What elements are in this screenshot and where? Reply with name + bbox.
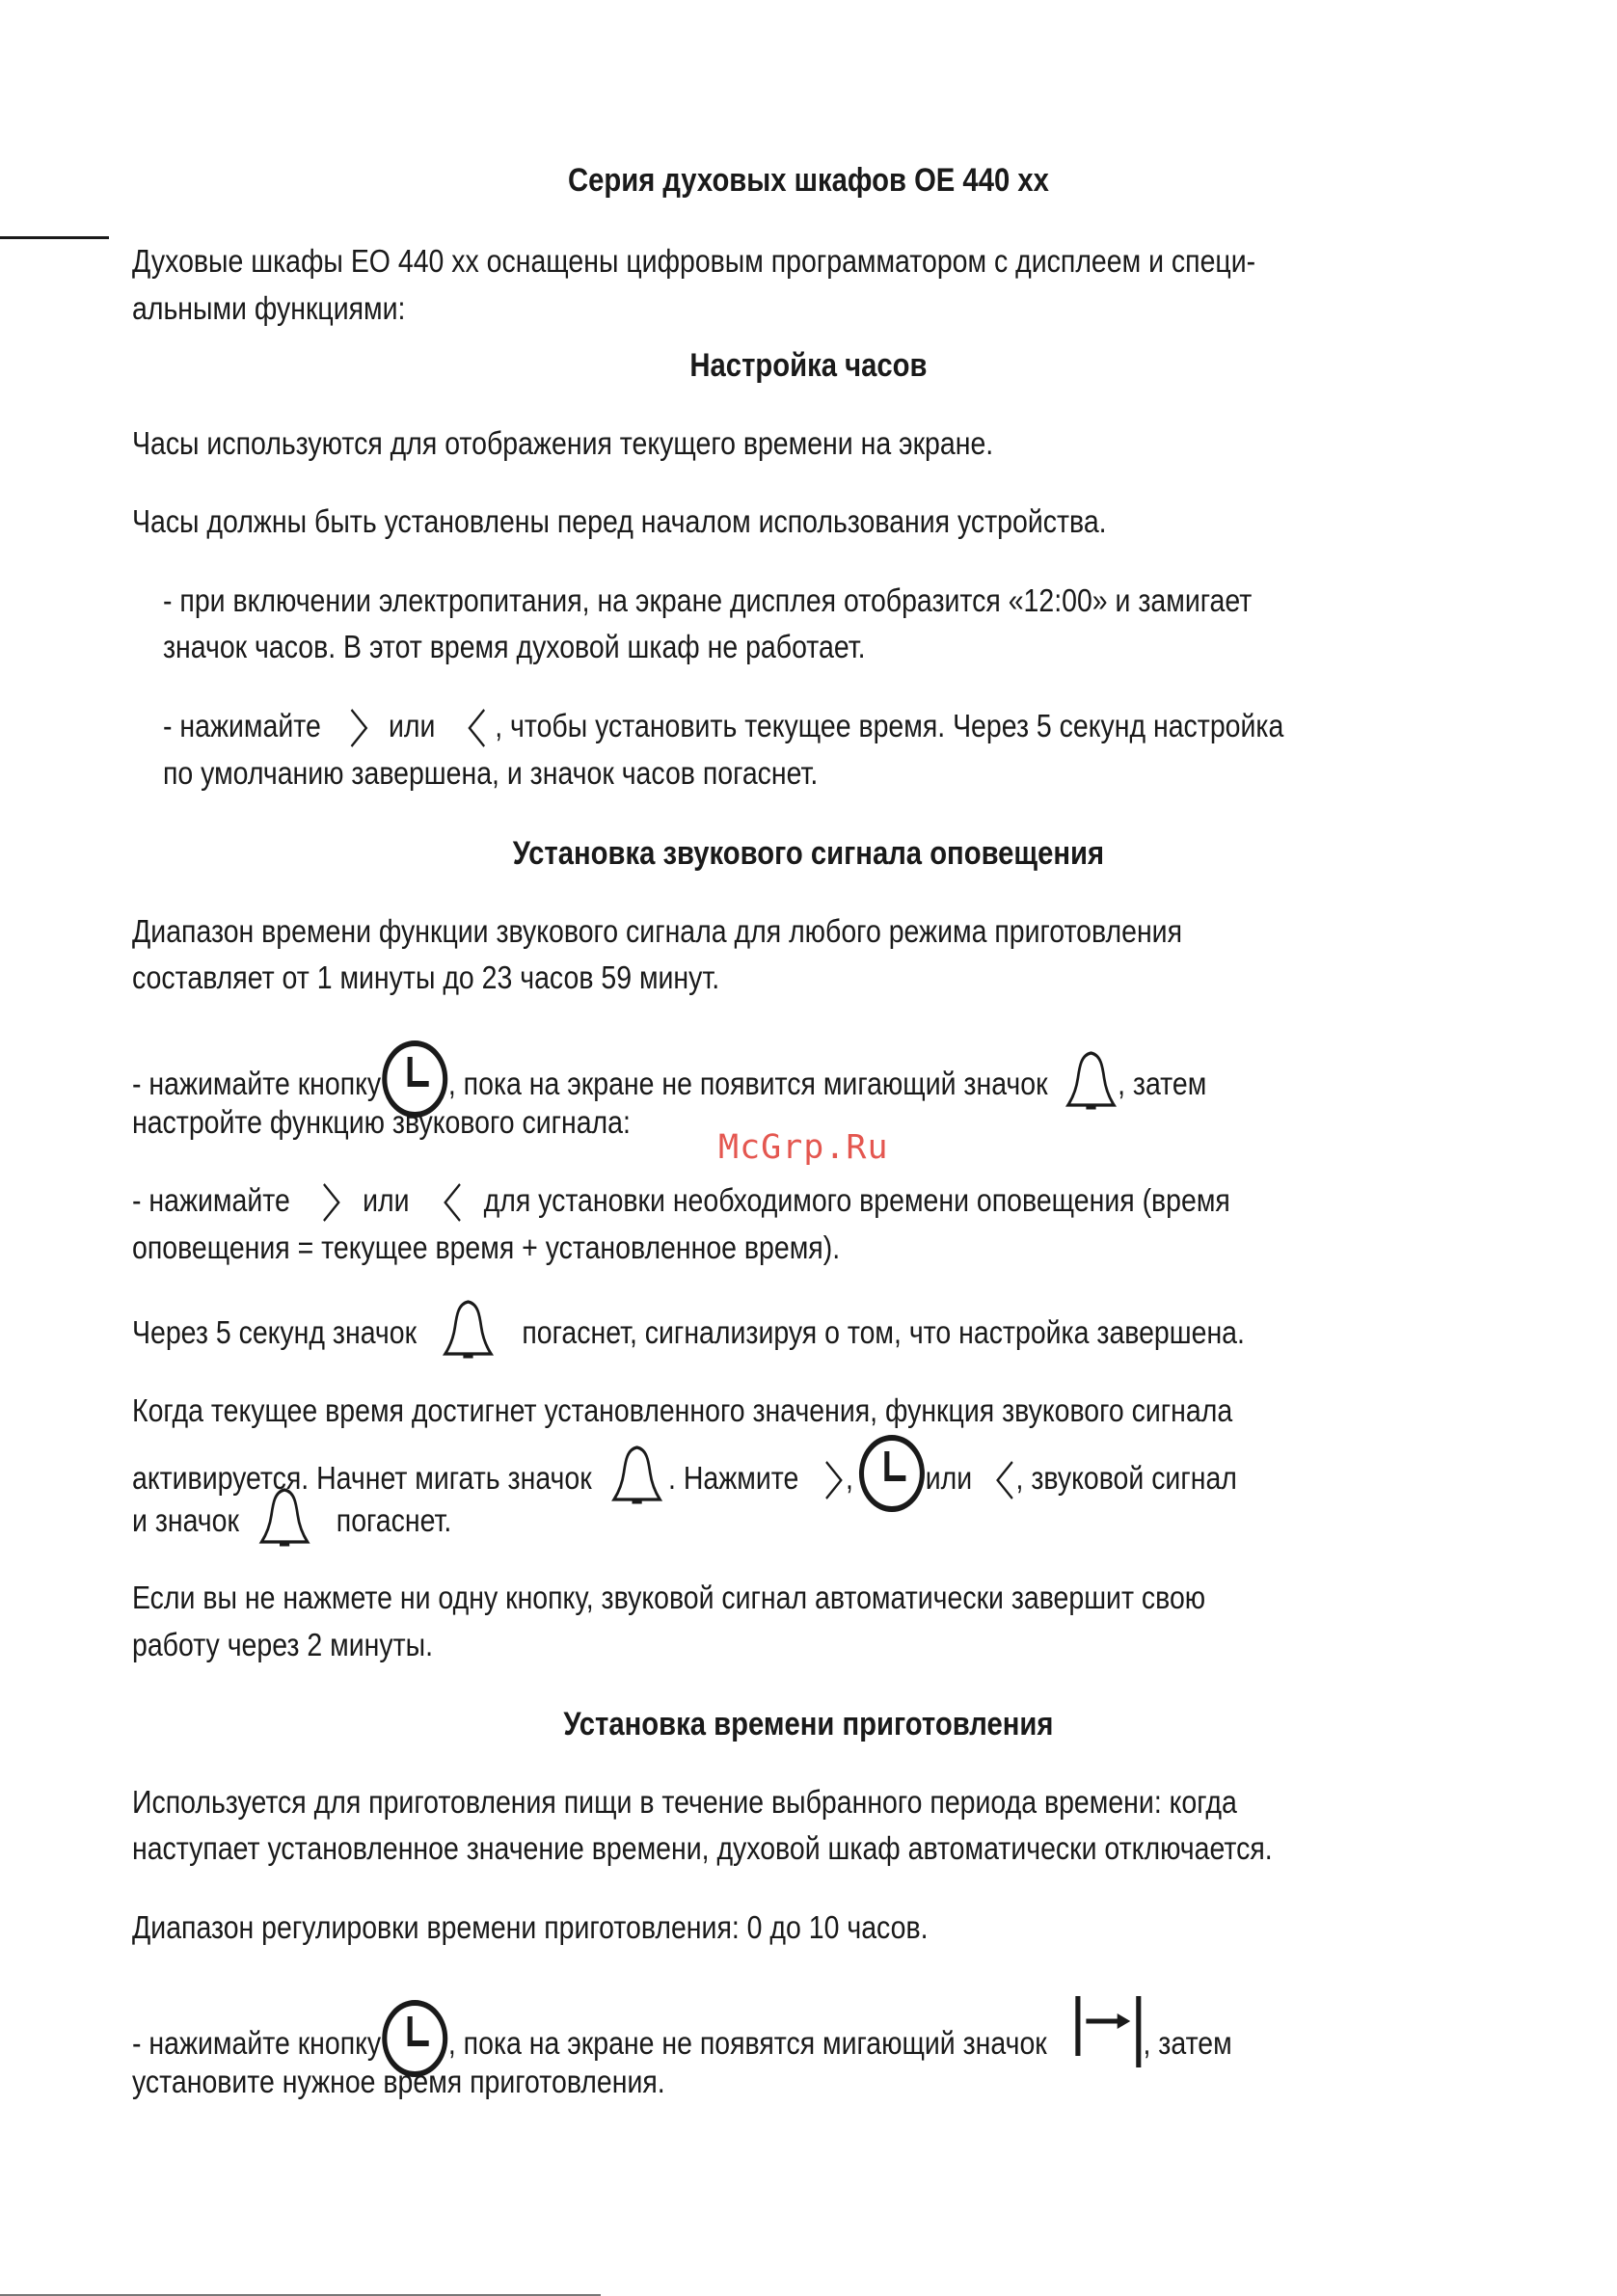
intro-line-2: альными функциями: [132, 291, 406, 327]
alarm-paragraph-3-line-3 [132, 1498, 1280, 1548]
margin-rule-top [0, 236, 109, 239]
alarm-paragraph-1-line-1: Диапазон времени функции звукового сигнала для любого режима приготовления [132, 914, 1182, 950]
alarm-paragraph-1-line-2: составляет от 1 минуты до 23 часов 59 минут. [132, 960, 720, 996]
clock-bullet-1-line-2: значок часов. В этот время духовой шкаф не работает. [163, 630, 866, 665]
cooking-bullet-1-then: , затем [1143, 2025, 1232, 2062]
clock-bullet-2-line-1 [163, 704, 1310, 750]
chevron-left-icon [442, 1180, 463, 1225]
chevron-right-icon [348, 706, 369, 750]
page-title: Серия духовых шкафов OE 440 xx [567, 162, 1049, 199]
alarm-bullet-2-line-1 [132, 1178, 1280, 1225]
alarm-paragraph-3-goes-out: погаснет. [336, 1502, 452, 1539]
chevron-right-icon [321, 1180, 342, 1225]
alarm-paragraph-2-end: погаснет, сигнализируя о том, что настройка завершена. [522, 1314, 1245, 1351]
cooking-bullet-1-press: - нажимайте кнопку [132, 2025, 382, 2062]
alarm-paragraph-3-press: . Нажмите [667, 1460, 799, 1497]
chevron-left-icon [466, 706, 487, 750]
alarm-paragraph-3-activates: активируется. Начнет мигать значок [132, 1460, 592, 1497]
alarm-paragraph-3-comma: , [846, 1460, 853, 1497]
alarm-bullet-1-then: , затем [1118, 1066, 1207, 1102]
chevron-left-icon [994, 1458, 1015, 1502]
alarm-paragraph-4-line-2: работу через 2 минуты. [132, 1628, 434, 1663]
alarm-paragraph-4-line-1: Если вы не нажмете ни одну кнопку, звуковой сигнал автоматически завершит свою [132, 1580, 1206, 1616]
alarm-bullet-2-or: или [363, 1183, 410, 1219]
bell-icon [610, 1444, 662, 1505]
cooking-paragraph-2: Диапазон регулировки времени приготовления: 0 до 10 часов. [132, 1910, 929, 1946]
clock-bullet-2-rest: , чтобы установить текущее время. Через 5 секунд настройка [495, 709, 1284, 744]
cooking-bullet-1-middle: , пока на экране не появятся мигающий значок [447, 2025, 1047, 2062]
alarm-bullet-2-press: - нажимайте [132, 1183, 290, 1219]
alarm-paragraph-2 [132, 1310, 1280, 1360]
clock-paragraph-2: Часы должны быть установлены перед началом использования устройства. [132, 504, 1107, 540]
clock-heading: Настройка часов [689, 347, 928, 384]
watermark: McGrp.Ru [718, 1128, 889, 1167]
clock-bullet-1-line-1: - при включении электропитания, на экране дисплея отобразится «12:00» и замигает [163, 583, 1253, 619]
bell-icon [443, 1298, 495, 1360]
cooking-heading: Установка времени приготовления [563, 1706, 1054, 1742]
alarm-paragraph-3-line-1: Когда текущее время достигнет установленного значения, функция звукового сигнала [132, 1393, 1233, 1429]
clock-bullet-2-or: или [389, 709, 436, 744]
alarm-paragraph-3-signal: , звуковой сигнал [1015, 1460, 1237, 1497]
alarm-paragraph-2-start: Через 5 секунд значок [132, 1314, 418, 1351]
chevron-right-icon [822, 1458, 844, 1502]
cooking-paragraph-1-line-1: Используется для приготовления пищи в течение выбранного периода времени: когда [132, 1785, 1237, 1821]
cooking-bullet-1-line-2: установите нужное время приготовления. [132, 2065, 665, 2100]
alarm-paragraph-3-or: или [925, 1460, 973, 1497]
cooking-paragraph-1-line-2: наступает установленное значение времени, духовой шкаф автоматически отключается. [132, 1831, 1273, 1867]
clock-paragraph-1: Часы используются для отображения текущего времени на экране. [132, 426, 994, 462]
alarm-bullet-2-line-2: оповещения = текущее время + установленное время). [132, 1230, 841, 1266]
intro-line-1: Духовые шкафы EO 440 xx оснащены цифровым программатором с дисплеем и специ- [132, 244, 1256, 280]
alarm-paragraph-3-and-icon: и значок [132, 1502, 239, 1539]
alarm-bullet-1-press: - нажимайте кнопку [132, 1066, 382, 1102]
alarm-bullet-1-line-2: настройте функцию звукового сигнала: [132, 1105, 631, 1141]
clock-bullet-2-line-2: по умолчанию завершена, и значок часов погаснет. [163, 756, 819, 792]
clock-bullet-2-press: - нажимайте [163, 709, 321, 744]
alarm-bullet-2-rest: для установки необходимого времени оповещения (время [483, 1183, 1230, 1219]
bell-icon [258, 1486, 310, 1548]
alarm-heading: Установка звукового сигнала оповещения [512, 835, 1105, 872]
alarm-bullet-1-middle: , пока на экране не появится мигающий значок [447, 1066, 1048, 1102]
